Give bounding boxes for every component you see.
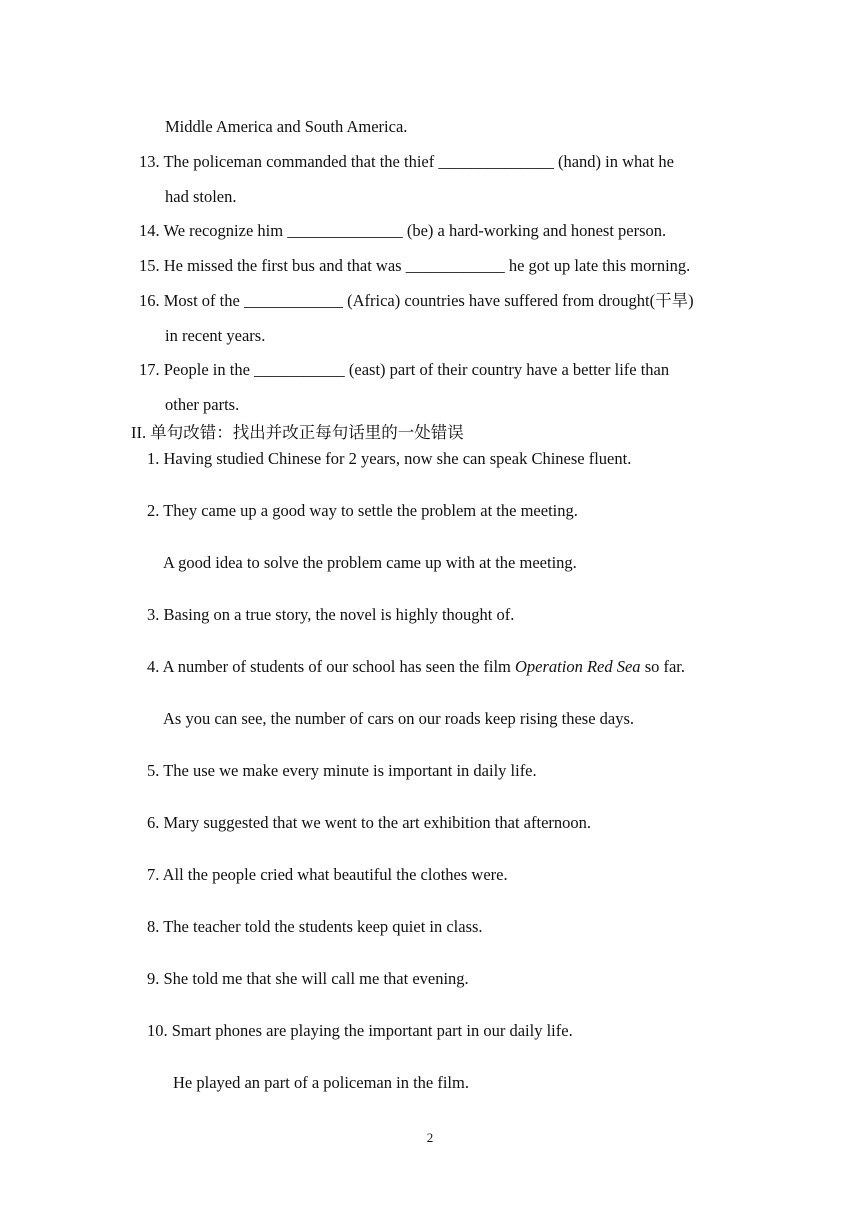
text-line: in recent years. bbox=[165, 326, 266, 345]
correction-item-4 bbox=[147, 657, 685, 677]
correction-item-8: 8. The teacher told the students keep quiet in class. bbox=[147, 917, 483, 936]
text-line: Middle America and South America. bbox=[165, 117, 408, 136]
correction-item-2b: A good idea to solve the problem came up with at the meeting. bbox=[163, 553, 577, 572]
correction-item-4b: As you can see, the number of cars on our roads keep rising these days. bbox=[163, 709, 635, 728]
correction-item-7: 7. All the people cried what beautiful the clothes were. bbox=[147, 865, 508, 884]
item-4-text-end: so far. bbox=[640, 657, 686, 676]
section-heading: II. 单句改错：找出并改正每句话里的一处错误 bbox=[131, 423, 464, 442]
question-16: 16. Most of the ____________ (Africa) countries have suffered from drought(干旱) bbox=[139, 291, 694, 310]
correction-item-1: 1. Having studied Chinese for 2 years, now she can speak Chinese fluent. bbox=[147, 449, 632, 468]
question-17: 17. People in the ___________ (east) part of their country have a better life than bbox=[139, 360, 670, 379]
correction-item-10: 10. Smart phones are playing the important part in our daily life. bbox=[147, 1021, 573, 1040]
film-title: Operation Red Sea bbox=[515, 657, 641, 676]
correction-item-10b: He played an part of a policeman in the film. bbox=[173, 1073, 469, 1092]
correction-item-9: 9. She told me that she will call me that evening. bbox=[147, 969, 469, 988]
correction-item-3: 3. Basing on a true story, the novel is highly thought of. bbox=[147, 605, 515, 624]
item-4-text-start: 4. A number of students of our school has seen the film bbox=[147, 657, 515, 676]
correction-item-2: 2. They came up a good way to settle the problem at the meeting. bbox=[147, 501, 578, 520]
question-14: 14. We recognize him ______________ (be) a hard-working and honest person. bbox=[139, 221, 667, 240]
text-line: had stolen. bbox=[165, 187, 237, 206]
question-15: 15. He missed the first bus and that was ____________ he got up late this morning. bbox=[139, 256, 691, 275]
correction-item-6: 6. Mary suggested that we went to the art exhibition that afternoon. bbox=[147, 813, 592, 832]
correction-item-5: 5. The use we make every minute is important in daily life. bbox=[147, 761, 537, 780]
page-number: 2 bbox=[426, 1130, 434, 1145]
question-13: 13. The policeman commanded that the thief ______________ (hand) in what he bbox=[139, 152, 674, 171]
text-line: other parts. bbox=[165, 395, 240, 414]
